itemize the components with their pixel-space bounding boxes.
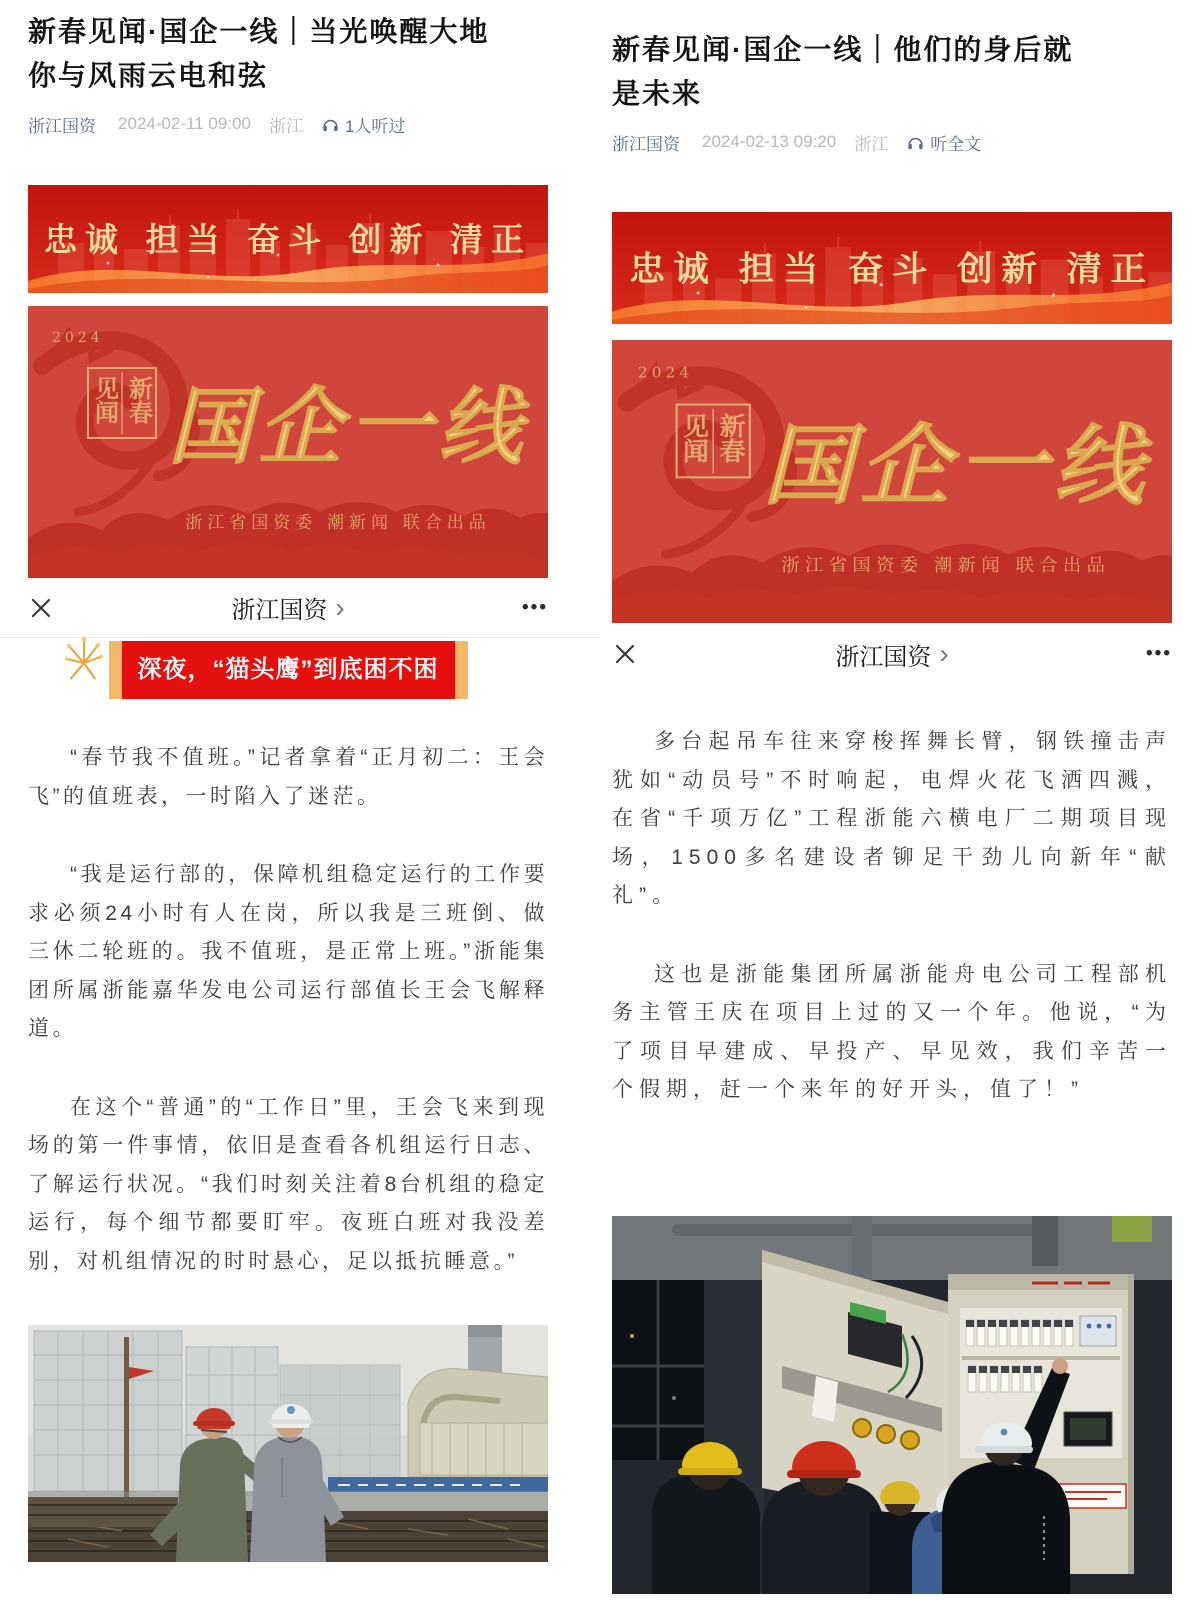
banner-main-title: 国企一线 <box>167 377 529 476</box>
source-link[interactable]: 浙江国资 <box>28 116 96 136</box>
paragraph: 在这个“普通”的“工作日”里，王会飞来到现场的第一件事情，依旧是查看各机组运行日志、了解运行状况。“我们时刻关注着8台机组的稳定运行，每个细节都要盯牢。夜班白班对我没差别，对机组情况的时时悬心，足以抵抗睡意。” <box>28 1095 548 1273</box>
listen-label: 听全文 <box>930 134 982 154</box>
listen-button[interactable] <box>321 112 405 137</box>
article-title: 新春见闻·国企一线｜他们的身后就是未来 <box>612 34 1074 109</box>
close-button[interactable] <box>28 595 54 621</box>
chevron-right-icon: › <box>939 638 949 669</box>
ribbon-text: 深夜，“猫头鹰”到底困不困 <box>122 641 455 699</box>
banner-year: 2024 <box>637 364 694 382</box>
seal-right-text: 新春 <box>124 376 154 424</box>
article-meta <box>612 130 1172 154</box>
source-link[interactable]: 浙江国资 <box>612 134 680 154</box>
guoqi-yixian-banner-image <box>612 340 1172 623</box>
paragraph: “春节我不值班。”记者拿着“正月初二：王会飞”的值班表，一时陷入了迷茫。 <box>28 746 548 808</box>
guoqi-yixian-banner-image <box>28 306 548 578</box>
account-name: 浙江国资 <box>231 597 328 624</box>
article-meta <box>28 112 548 136</box>
article-toolbar <box>0 578 600 638</box>
article-title: 新春见闻·国企一线｜当光唤醒大地 你与风雨云电和弦 <box>28 16 520 91</box>
account-link[interactable] <box>54 590 522 625</box>
article-toolbar <box>612 623 1172 685</box>
more-menu-button[interactable]: ••• <box>1146 643 1172 664</box>
ribbon-banner <box>28 641 548 699</box>
banner-year: 2024 <box>52 330 104 346</box>
article-photo <box>612 1216 1172 1594</box>
banner-producer: 浙江省国资委 潮新闻 联合出品 <box>781 555 1111 575</box>
paragraph: “我是运行部的，保障机组稳定运行的工作要求必须24小时有人在岗，所以我是三班倒、做三休二轮班的。我不值班，是正常上班。”浙能集团所属浙能嘉华发电公司运行部值长王会飞解释道。 <box>28 863 548 1040</box>
paragraph: 多台起吊车往来穿梭挥舞长臂，钢铁撞击声犹如“动员号”不时响起，电焊火花飞洒四溅，在省“千项万亿”工程浙能六横电厂二期项目现场，1500多名建设者铆足干劲儿向新年“献礼”。 <box>612 730 1172 907</box>
seal-right-text: 新春 <box>716 412 747 463</box>
region-label: 浙江 <box>268 116 303 136</box>
ribbon-right-edge <box>455 641 468 699</box>
seal-left-text: 见闻 <box>90 376 120 424</box>
banner-main-title: 国企一线 <box>762 413 1151 517</box>
headphones-icon <box>906 133 925 152</box>
ribbon-left-edge <box>109 641 122 699</box>
article-card-right <box>600 0 1200 1600</box>
seal-left-text: 见闻 <box>679 412 711 463</box>
publish-date: 2024-02-13 09:20 <box>702 132 837 151</box>
red-warning-label <box>1060 1484 1126 1508</box>
account-link[interactable] <box>638 637 1146 672</box>
close-icon <box>613 642 637 666</box>
headphones-icon <box>321 115 340 134</box>
firework-icon <box>62 635 106 687</box>
listen-button[interactable] <box>906 130 981 155</box>
close-icon <box>29 596 53 620</box>
publish-date: 2024-02-11 09:00 <box>118 114 251 133</box>
more-menu-button[interactable]: ••• <box>522 596 548 618</box>
chevron-right-icon: › <box>335 591 345 623</box>
slogan-text: 忠诚 担当 奋斗 创新 清正 <box>629 249 1155 290</box>
slogan-banner-image <box>28 185 548 293</box>
close-button[interactable] <box>612 641 638 667</box>
listen-label: 1人听过 <box>344 116 406 136</box>
banner-producer: 浙江省国资委 潮新闻 联合出品 <box>185 513 491 532</box>
slogan-text: 忠诚 担当 奋斗 创新 清正 <box>44 220 532 259</box>
account-name: 浙江国资 <box>835 643 932 671</box>
paragraph: 这也是浙能集团所属浙能舟电公司工程部机务主管王庆在项目上过的又一个年。他说，“为了项目早建成、早投产、早见效，我们辛苦一个假期，赶一个来年的好开头，值了！” <box>612 962 1172 1101</box>
article-photo <box>28 1325 548 1562</box>
region-label: 浙江 <box>854 134 889 154</box>
slogan-banner-image <box>612 212 1172 324</box>
